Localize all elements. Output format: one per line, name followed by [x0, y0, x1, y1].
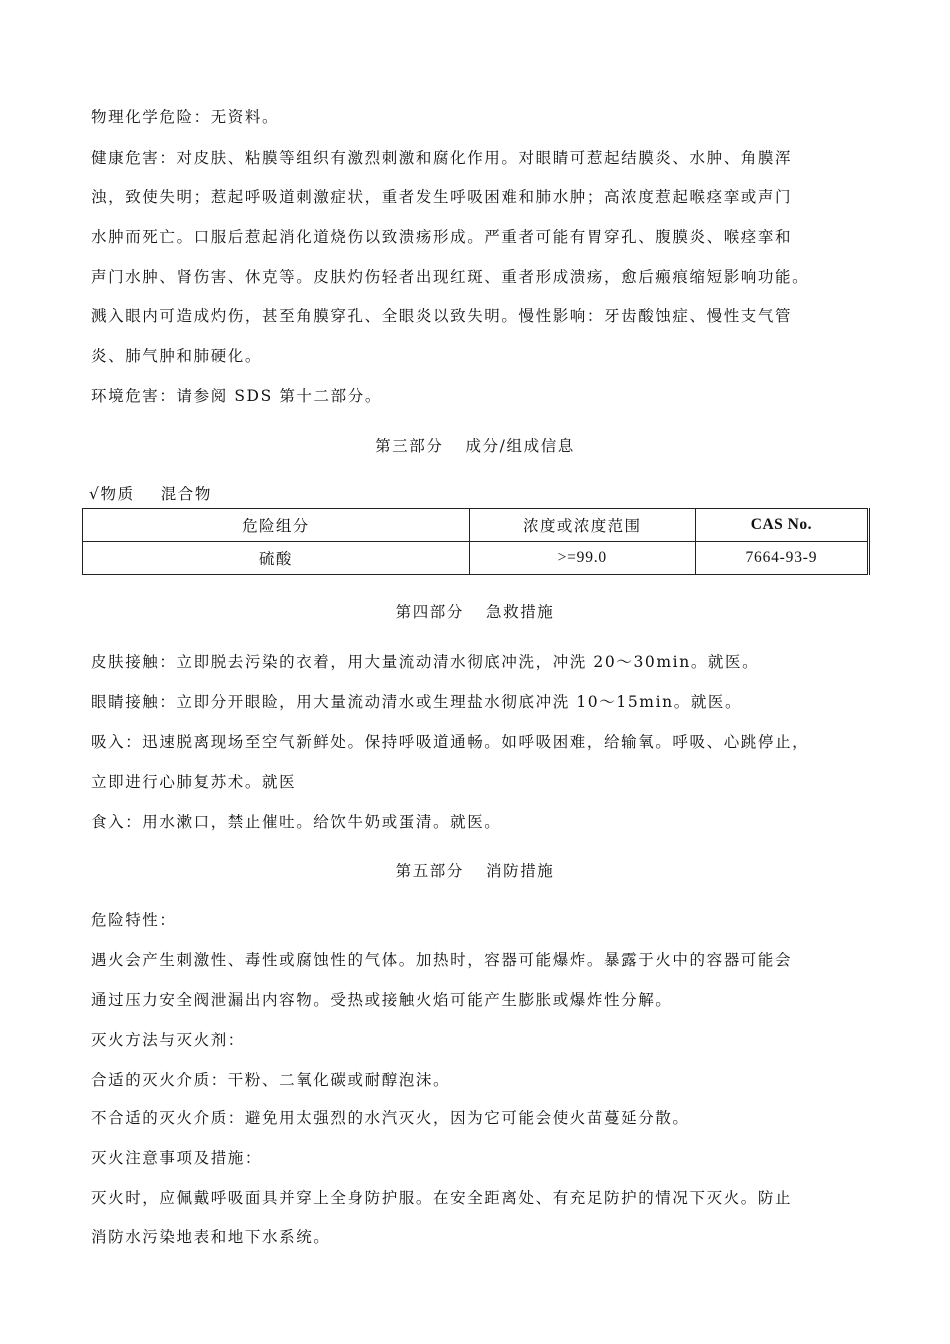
substance-type [89, 484, 212, 504]
section4-heading-title: 急救措施 [486, 603, 555, 621]
header-concentration: 浓度或浓度范围 [469, 509, 695, 542]
cell-cas: 7664-93-9 [695, 542, 868, 575]
physical-chemical-hazard: 物理化学危险：无资料。 [91, 108, 280, 126]
health-hazard-line-5: 溅入眼内可造成灼伤，甚至角膜穿孔、全眼炎以致失明。慢性影响：牙齿酸蚀症、慢性支气管 [91, 307, 793, 325]
section4-heading [0, 602, 950, 622]
fire-hazard-line-1: 遇火会产生刺激性、毒性或腐蚀性的气体。加热时，容器可能爆炸。暴露于火中的容器可能会 [91, 951, 793, 969]
composition-table [82, 508, 870, 575]
precautions-line-1: 灭火时，应佩戴呼吸面具并穿上全身防护服。在安全距离处、有充足防护的情况下灭火。防止 [91, 1189, 793, 1207]
first-aid-skin: 皮肤接触：立即脱去污染的衣着，用大量流动清水彻底冲洗，冲洗 20～30min。就医。 [91, 653, 760, 671]
table-header-row [83, 509, 869, 542]
cell-component: 硫酸 [83, 542, 470, 575]
health-hazard-line-4: 声门水肿、肾伤害、休克等。皮肤灼伤轻者出现红斑、重者形成溃疡，愈后瘢痕缩短影响功能。 [91, 268, 810, 286]
first-aid-ingestion: 食入：用水漱口，禁止催吐。给饮牛奶或蛋清。就医。 [91, 813, 502, 831]
substance-value: 混合物 [160, 485, 212, 503]
header-cas: CAS No. [695, 509, 868, 542]
environment-hazard: 环境危害：请参阅 SDS 第十二部分。 [91, 387, 382, 405]
substance-label: √物质 [89, 485, 135, 503]
extinguishing-label: 灭火方法与灭火剂： [91, 1031, 245, 1049]
health-hazard-line-1: 健康危害：对皮肤、粘膜等组织有激烈刺激和腐化作用。对眼睛可惹起结膜炎、水肿、角膜浑 [91, 149, 793, 167]
first-aid-inhalation-line-2: 立即进行心肺复苏术。就医 [91, 773, 297, 791]
section5-heading [0, 861, 950, 881]
cell-concentration: >=99.0 [469, 542, 695, 575]
section5-heading-part: 第五部分 [395, 862, 464, 880]
first-aid-eyes: 眼睛接触：立即分开眼睑，用大量流动清水或生理盐水彻底冲洗 10～15min。就医。 [91, 693, 743, 711]
suitable-media: 合适的灭火介质：干粉、二氧化碳或耐醇泡沫。 [91, 1071, 451, 1089]
section5-heading-title: 消防措施 [486, 862, 555, 880]
section3-heading-part: 第三部分 [375, 437, 444, 455]
health-hazard-line-3: 水肿而死亡。口服后惹起消化道烧伤以致溃疡形成。严重者可能有胃穿孔、腹膜炎、喉痉挛和 [91, 228, 793, 246]
precautions-line-2: 消防水污染地表和地下水系统。 [91, 1228, 331, 1246]
health-hazard-line-6: 炎、肺气肿和肺硬化。 [91, 347, 263, 365]
section3-heading [0, 436, 950, 456]
table-row [83, 542, 869, 575]
unsuitable-media: 不合适的灭火介质：避免用太强烈的水汽灭火，因为它可能会使火苗蔓延分散。 [91, 1109, 690, 1127]
section3-heading-title: 成分/组成信息 [465, 437, 575, 455]
header-component: 危险组分 [83, 509, 470, 542]
fire-hazard-label: 危险特性： [91, 911, 177, 929]
first-aid-inhalation-line-1: 吸入：迅速脱离现场至空气新鲜处。保持呼吸道通畅。如呼吸困难，给输氧。呼吸、心跳停止， [91, 733, 810, 751]
fire-hazard-line-2: 通过压力安全阀泄漏出内容物。受热或接触火焰可能产生膨胀或爆炸性分解。 [91, 991, 673, 1009]
health-hazard-line-2: 浊，致使失明；惹起呼吸道刺激症状，重者发生呼吸困难和肺水肿；高浓度惹起喉痉挛或声门 [91, 188, 793, 206]
section4-heading-part: 第四部分 [395, 603, 464, 621]
precautions-label: 灭火注意事项及措施： [91, 1149, 263, 1167]
